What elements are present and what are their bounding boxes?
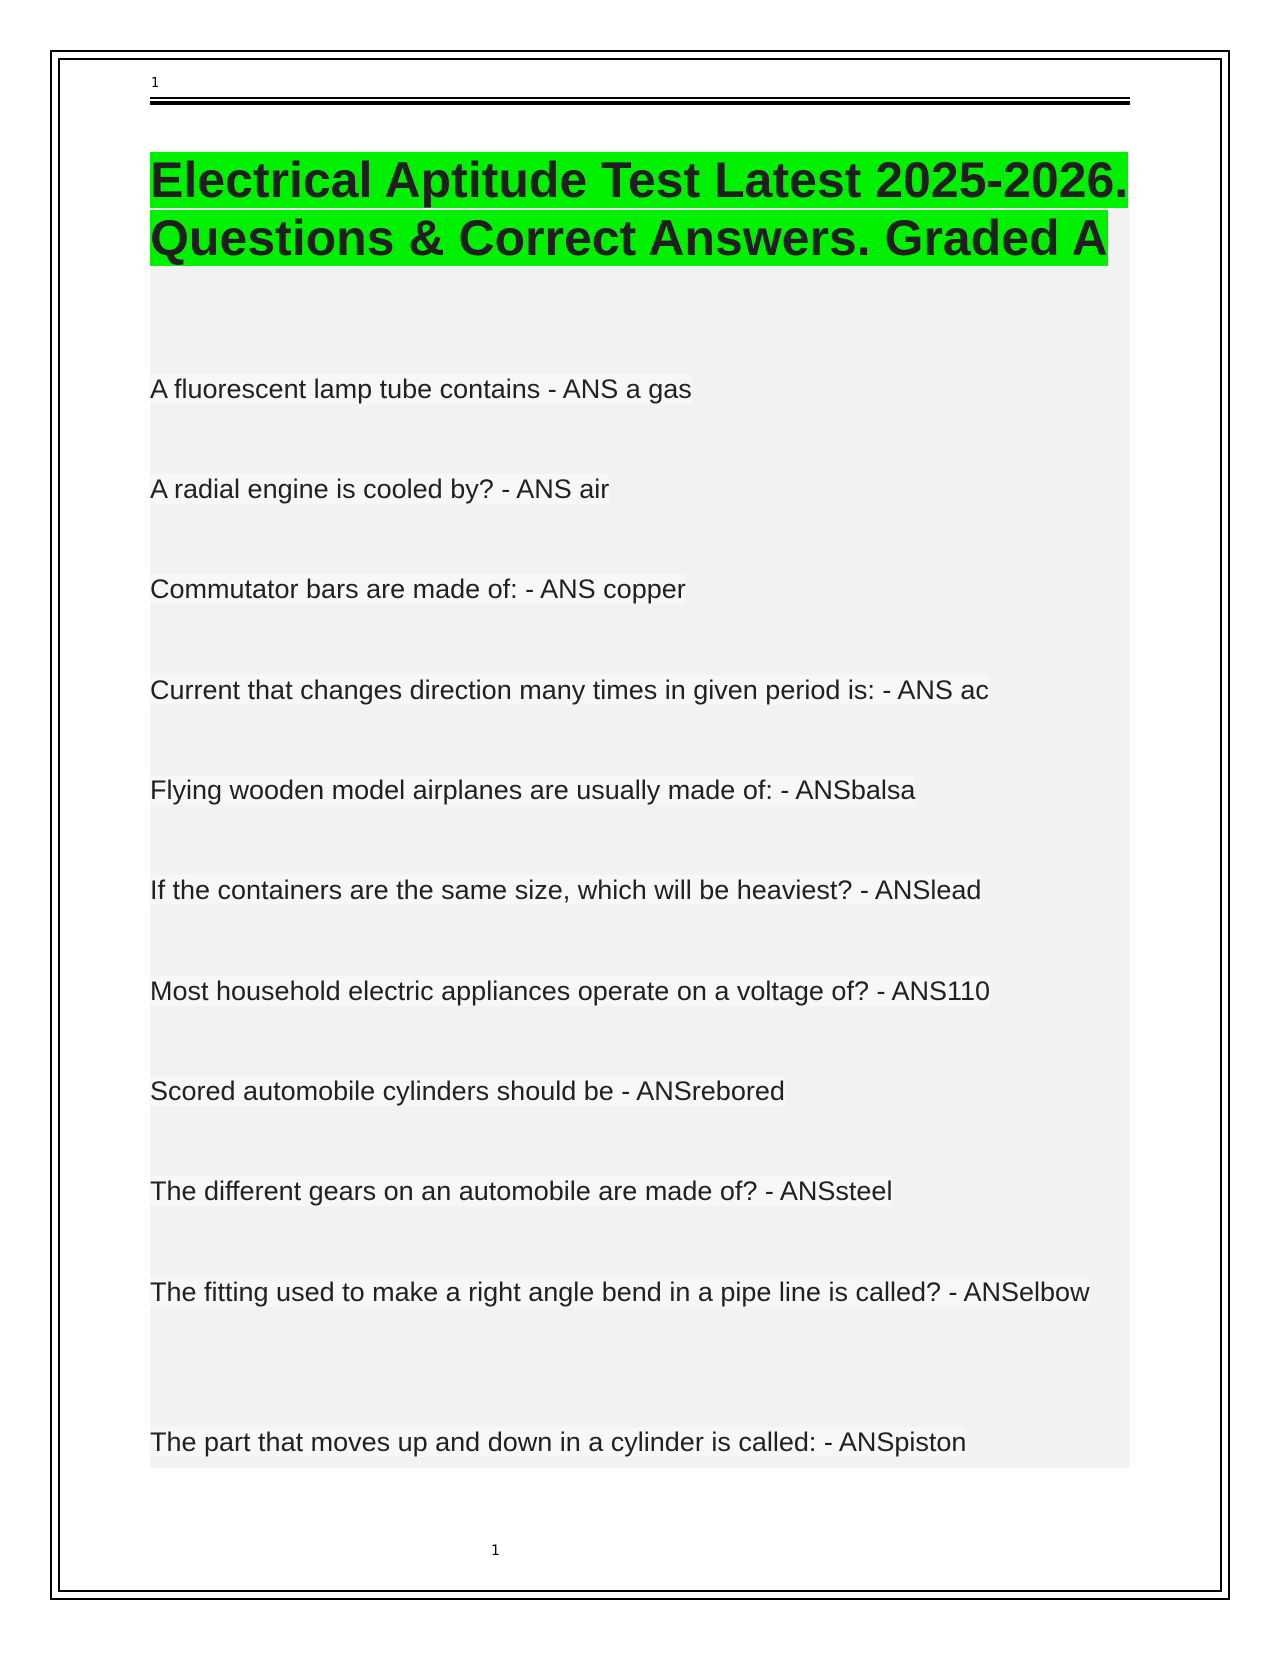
qa-item	[150, 471, 1130, 507]
qa-item-text: Current that changes direction many times in given period is: - ANS ac	[150, 675, 989, 705]
qa-item-text: A fluorescent lamp tube contains - ANS a gas	[150, 374, 692, 404]
qa-item-text: The fitting used to make a right angle bend in a pipe line is called? - ANSelbow	[150, 1277, 1090, 1307]
qa-item	[150, 672, 1130, 708]
qa-item	[150, 772, 1130, 808]
qa-item	[150, 1424, 1130, 1460]
document-title	[150, 151, 1130, 267]
qa-item	[150, 1173, 1130, 1209]
header-page-number: 1	[151, 76, 160, 91]
header-rule-thick	[150, 101, 1130, 105]
qa-item-text: The part that moves up and down in a cylinder is called: - ANSpiston	[150, 1427, 967, 1457]
qa-item-text: A radial engine is cooled by? - ANS air	[150, 474, 610, 504]
qa-item	[150, 371, 1130, 407]
qa-item	[150, 571, 1130, 607]
content-background	[150, 150, 1130, 1468]
qa-item	[150, 872, 1130, 908]
document-title-text: Electrical Aptitude Test Latest 2025-2026. Questions & Correct Answers. Graded A	[150, 152, 1129, 266]
qa-item	[150, 1274, 1130, 1310]
qa-item-text: Commutator bars are made of: - ANS copper	[150, 574, 686, 604]
qa-item	[150, 1073, 1130, 1109]
qa-item-text: Flying wooden model airplanes are usually made of: - ANSbalsa	[150, 775, 916, 805]
footer-page-number: 1	[491, 1543, 500, 1559]
qa-item-text: Scored automobile cylinders should be - ANSrebored	[150, 1076, 785, 1106]
header-rule-thin	[150, 97, 1130, 99]
qa-item-text: The different gears on an automobile are made of? - ANSsteel	[150, 1176, 893, 1206]
qa-item-text: Most household electric appliances operate on a voltage of? - ANS110	[150, 976, 991, 1006]
qa-item-text: If the containers are the same size, which will be heaviest? - ANSlead	[150, 875, 982, 905]
qa-item	[150, 973, 1130, 1009]
